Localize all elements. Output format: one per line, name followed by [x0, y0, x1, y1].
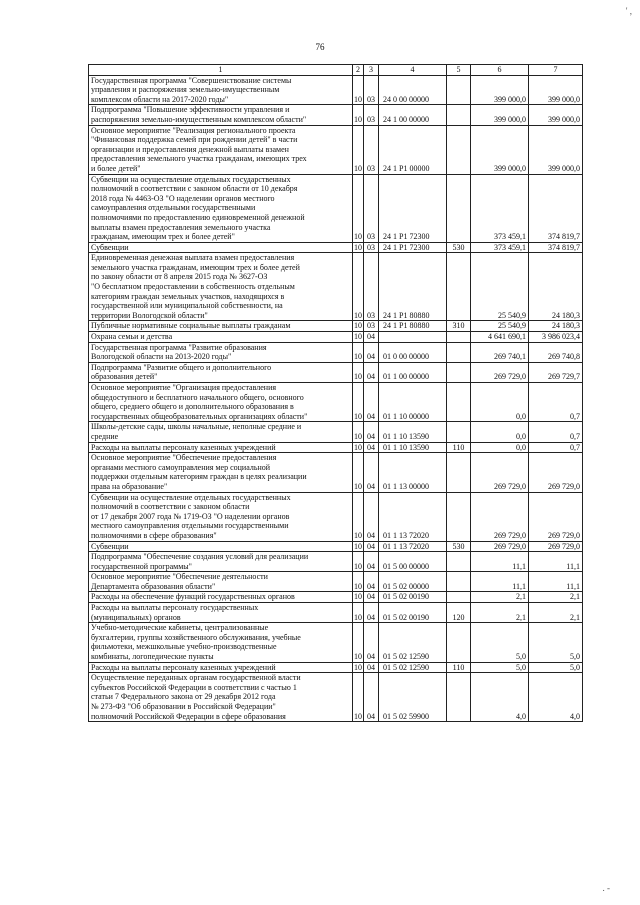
- table-row: [89, 105, 583, 125]
- cell-expense-type: [447, 592, 471, 603]
- cell-amount-year1: 0,0: [471, 442, 529, 453]
- column-header: 3: [364, 65, 379, 76]
- cell-subsection: 04: [364, 442, 379, 453]
- cell-expense-type: 310: [447, 321, 471, 332]
- cell-subsection: 03: [364, 125, 379, 174]
- cell-amount-year1: 4,0: [471, 673, 529, 722]
- table-row: [89, 362, 583, 382]
- cell-section: 10: [353, 75, 364, 105]
- table-row: [89, 623, 583, 662]
- corner-mark-top: ' ,: [625, 6, 632, 16]
- cell-expense-type: [447, 383, 471, 422]
- cell-expense-type: [447, 623, 471, 662]
- table-row: [89, 603, 583, 623]
- cell-expense-type: [447, 673, 471, 722]
- cell-expense-type: 530: [447, 541, 471, 552]
- cell-subsection: 04: [364, 492, 379, 541]
- cell-expense-type: [447, 105, 471, 125]
- cell-target-code: [379, 332, 447, 343]
- cell-amount-year2: 0,7: [529, 442, 583, 453]
- table-row: [89, 342, 583, 362]
- table-row: [89, 321, 583, 332]
- cell-expense-type: [447, 332, 471, 343]
- cell-amount-year2: 4,0: [529, 673, 583, 722]
- table-row: [89, 442, 583, 453]
- cell-section: 10: [353, 125, 364, 174]
- cell-amount-year2: 0,7: [529, 383, 583, 422]
- cell-subsection: 04: [364, 623, 379, 662]
- row-name: Субвенции на осуществление отдельных государственных полномочий в соответствии с законом области от 17 декабря 2007 года № 1719-ОЗ "О наделении органов местного самоуправления отдельными государственными полномочиями в сфере образования": [89, 492, 353, 541]
- cell-target-code: 01 5 02 00000: [379, 572, 447, 592]
- cell-subsection: 03: [364, 253, 379, 321]
- cell-section: 10: [353, 552, 364, 572]
- cell-amount-year2: 0,7: [529, 422, 583, 442]
- budget-table: [88, 64, 583, 722]
- row-name: Основное мероприятие "Обеспечение деятельности Департамента образования области": [89, 572, 353, 592]
- cell-target-code: 01 1 10 00000: [379, 383, 447, 422]
- cell-amount-year2: 269 729,0: [529, 453, 583, 492]
- cell-amount-year1: 399 000,0: [471, 125, 529, 174]
- table-row: [89, 242, 583, 253]
- row-name: Единовременная денежная выплата взамен предоставления земельного участка гражданам, имеющим трех и более детей по закону области от 8 апреля 2015 года № 3627-ОЗ "О бесплатном предоставлении в собственность отдельным категориям граждан земельных участков, находящихся в государственной или муниципальной собственности, на территории Вологодской области": [89, 253, 353, 321]
- cell-expense-type: [447, 253, 471, 321]
- cell-amount-year2: 2,1: [529, 592, 583, 603]
- row-name: Охрана семьи и детства: [89, 332, 353, 343]
- cell-amount-year2: 374 819,7: [529, 242, 583, 253]
- cell-expense-type: 530: [447, 242, 471, 253]
- table-row: [89, 592, 583, 603]
- table-body: [89, 75, 583, 722]
- cell-target-code: 24 1 P1 00000: [379, 125, 447, 174]
- row-name: Публичные нормативные социальные выплаты гражданам: [89, 321, 353, 332]
- table-row: [89, 552, 583, 572]
- cell-expense-type: [447, 572, 471, 592]
- cell-target-code: 01 5 02 12590: [379, 662, 447, 673]
- corner-mark-bottom: . -: [602, 883, 610, 893]
- row-name: Основное мероприятие "Реализация регионального проекта "Финансовая поддержка семей при рождении детей" в части организации и предоставления денежной выплаты взамен предоставления земельного участка гражданам, имеющих трех и более детей": [89, 125, 353, 174]
- cell-amount-year1: 399 000,0: [471, 75, 529, 105]
- table-row: [89, 662, 583, 673]
- cell-target-code: 01 1 13 72020: [379, 492, 447, 541]
- cell-target-code: 01 1 00 00000: [379, 362, 447, 382]
- cell-amount-year1: 25 540,9: [471, 253, 529, 321]
- table-row: [89, 75, 583, 105]
- cell-expense-type: 110: [447, 442, 471, 453]
- cell-target-code: 24 1 P1 72300: [379, 242, 447, 253]
- table-row: [89, 673, 583, 722]
- row-name: Расходы на выплаты персоналу казенных учреждений: [89, 662, 353, 673]
- cell-expense-type: [447, 174, 471, 242]
- cell-subsection: 04: [364, 572, 379, 592]
- cell-expense-type: [447, 125, 471, 174]
- cell-amount-year2: 3 986 023,4: [529, 332, 583, 343]
- cell-subsection: 04: [364, 662, 379, 673]
- cell-amount-year1: 2,1: [471, 603, 529, 623]
- cell-amount-year1: 269 729,0: [471, 492, 529, 541]
- cell-subsection: 03: [364, 321, 379, 332]
- cell-expense-type: 120: [447, 603, 471, 623]
- column-header: 6: [471, 65, 529, 76]
- cell-section: 10: [353, 623, 364, 662]
- cell-section: 10: [353, 105, 364, 125]
- cell-subsection: 03: [364, 174, 379, 242]
- cell-subsection: 04: [364, 541, 379, 552]
- cell-amount-year1: 5,0: [471, 662, 529, 673]
- column-header: 1: [89, 65, 353, 76]
- table-row: [89, 174, 583, 242]
- cell-section: 10: [354, 592, 362, 602]
- row-name: Субвенции на осуществление отдельных государственных полномочий в соответствии с законом области от 10 декабря 2018 года № 4463-ОЗ "О наделении органов местного самоуправления отдельными государственными полномочиями по предоставлению единовременной денежной выплаты взамен предоставления земельного участка гражданам, имеющим трех и более детей": [89, 174, 353, 242]
- cell-amount-year1: 0,0: [471, 422, 529, 442]
- cell-amount-year1: 269 729,0: [471, 453, 529, 492]
- cell-target-code: 01 0 00 00000: [379, 342, 447, 362]
- cell-section: 10: [353, 453, 364, 492]
- cell-target-code: 24 1 P1 80880: [379, 253, 447, 321]
- cell-amount-year2: 269 740,8: [529, 342, 583, 362]
- row-name: Расходы на выплаты персоналу государственных (муниципальных) органов: [89, 603, 353, 623]
- cell-amount-year2: 2,1: [529, 603, 583, 623]
- cell-amount-year1: 399 000,0: [471, 105, 529, 125]
- cell-amount-year2: 5,0: [529, 623, 583, 662]
- row-name: Расходы на выплаты персоналу казенных учреждений: [89, 442, 353, 453]
- cell-expense-type: [447, 552, 471, 572]
- cell-subsection: 04: [364, 552, 379, 572]
- cell-target-code: 01 1 13 00000: [379, 453, 447, 492]
- cell-amount-year1: 0,0: [471, 383, 529, 422]
- table-row: [89, 253, 583, 321]
- row-name: Расходы на обеспечение функций государственных органов: [89, 592, 353, 603]
- cell-amount-year1: 373 459,1: [471, 242, 529, 253]
- cell-amount-year2: 24 180,3: [529, 321, 583, 332]
- cell-target-code: 01 5 02 00190: [379, 592, 447, 603]
- cell-section: 10: [353, 383, 364, 422]
- cell-section: 10: [353, 422, 364, 442]
- row-name: Подпрограмма "Развитие общего и дополнительного образования детей": [89, 362, 353, 382]
- cell-amount-year1: 269 740,1: [471, 342, 529, 362]
- cell-subsection: 04: [364, 673, 379, 722]
- cell-amount-year1: 11,1: [471, 572, 529, 592]
- cell-amount-year2: 269 729,0: [529, 541, 583, 552]
- cell-amount-year1: 269 729,0: [471, 362, 529, 382]
- cell-amount-year1: 11,1: [471, 552, 529, 572]
- cell-target-code: 01 5 00 00000: [379, 552, 447, 572]
- cell-amount-year1: 269 729,0: [471, 541, 529, 552]
- cell-subsection: 04: [364, 603, 379, 623]
- cell-section: 10: [353, 362, 364, 382]
- cell-target-code: 01 1 13 72020: [379, 541, 447, 552]
- cell-target-code: 24 0 00 00000: [379, 75, 447, 105]
- cell-subsection: 03: [364, 105, 379, 125]
- cell-target-code: 24 1 P1 80880: [379, 321, 447, 332]
- cell-target-code: 24 1 00 00000: [379, 105, 447, 125]
- cell-subsection: 04: [364, 422, 379, 442]
- column-header: 7: [529, 65, 583, 76]
- cell-subsection: 04: [364, 383, 379, 422]
- cell-subsection: 04: [364, 453, 379, 492]
- row-name: Субвенции: [89, 242, 353, 253]
- cell-subsection: 04: [364, 362, 379, 382]
- table-row: [89, 541, 583, 552]
- cell-section: 10: [353, 572, 364, 592]
- cell-amount-year1: 25 540,9: [471, 321, 529, 332]
- cell-amount-year1: 4 641 690,1: [471, 332, 529, 343]
- row-name: Подпрограмма "Обеспечение создания условий для реализации государственной программы": [89, 552, 353, 572]
- cell-target-code: 01 5 02 00190: [379, 603, 447, 623]
- cell-amount-year2: 11,1: [529, 552, 583, 572]
- cell-subsection: 03: [364, 75, 379, 105]
- cell-expense-type: [447, 75, 471, 105]
- cell-subsection: 04: [364, 592, 379, 603]
- header-row: [89, 65, 583, 76]
- cell-section: 10: [354, 541, 362, 551]
- cell-expense-type: [447, 362, 471, 382]
- table-row: [89, 572, 583, 592]
- cell-target-code: 24 1 P1 72300: [379, 174, 447, 242]
- cell-amount-year2: 374 819,7: [529, 174, 583, 242]
- cell-amount-year1: 2,1: [471, 592, 529, 603]
- table-row: [89, 125, 583, 174]
- row-name: Субвенции: [89, 541, 353, 552]
- cell-target-code: 01 5 02 12590: [379, 623, 447, 662]
- table-row: [89, 383, 583, 422]
- cell-amount-year1: 373 459,1: [471, 174, 529, 242]
- row-name: Осуществление переданных органам государственной власти субъектов Российской Федерации в соответствии с частью 1 статьи 7 Федерального закона от 29 декабря 2012 года № 273-ФЗ "Об образовании в Российской Федерации" полномочий Российской Федерации в сфере образования: [89, 673, 353, 722]
- cell-section: 10: [353, 492, 364, 541]
- row-name: Учебно-методические кабинеты, централизованные бухгалтерии, группы хозяйственного обслуживания, учебные фильмотеки, межшкольные учебно-производственные комбинаты, логопедические пункты: [89, 623, 353, 662]
- cell-section: 10: [354, 442, 362, 452]
- cell-amount-year2: 399 000,0: [529, 125, 583, 174]
- table-row: [89, 453, 583, 492]
- cell-amount-year2: 269 729,7: [529, 362, 583, 382]
- table-row: [89, 422, 583, 442]
- cell-section: 10: [354, 332, 362, 342]
- cell-section: 10: [354, 321, 362, 331]
- cell-expense-type: [447, 492, 471, 541]
- row-name: Государственная программа "Развитие образования Вологодской области на 2013-2020 годы": [89, 342, 353, 362]
- column-header: 4: [379, 65, 447, 76]
- cell-amount-year2: 5,0: [529, 662, 583, 673]
- cell-amount-year2: 24 180,3: [529, 253, 583, 321]
- cell-section: 10: [353, 342, 364, 362]
- row-name: Школы-детские сады, школы начальные, неполные средние и средние: [89, 422, 353, 442]
- row-name: Подпрограмма "Повышение эффективности управления и распоряжения земельно-имущественным комплексом области": [89, 105, 353, 125]
- cell-expense-type: [447, 342, 471, 362]
- cell-expense-type: [447, 453, 471, 492]
- cell-section: 10: [353, 174, 364, 242]
- cell-section: 10: [353, 673, 364, 722]
- column-header: 2: [353, 65, 364, 76]
- cell-subsection: 04: [364, 342, 379, 362]
- cell-subsection: 04: [364, 332, 379, 343]
- cell-expense-type: [447, 422, 471, 442]
- column-header: 5: [447, 65, 471, 76]
- cell-section: 10: [353, 253, 364, 321]
- cell-expense-type: 110: [447, 662, 471, 673]
- row-name: Основное мероприятие "Обеспечение предоставления органами местного самоуправления мер социальной поддержки отдельным категориям граждан в целях реализации права на образование": [89, 453, 353, 492]
- page-number: 76: [315, 42, 325, 52]
- cell-amount-year2: 11,1: [529, 572, 583, 592]
- table-row: [89, 492, 583, 541]
- row-name: Государственная программа "Совершенствование системы управления и распоряжения земельно-имущественным комплексом области на 2017-2020 годы": [89, 75, 353, 105]
- cell-target-code: 01 5 02 59900: [379, 673, 447, 722]
- cell-amount-year2: 399 000,0: [529, 75, 583, 105]
- table-row: [89, 332, 583, 343]
- cell-target-code: 01 1 10 13590: [379, 422, 447, 442]
- cell-amount-year2: 269 729,0: [529, 492, 583, 541]
- cell-target-code: 01 1 10 13590: [379, 442, 447, 453]
- cell-section: 10: [354, 662, 362, 672]
- cell-section: 10: [353, 603, 364, 623]
- row-name: Основное мероприятие "Организация предоставления общедоступного и бесплатного начального общего, основного общего, среднего общего и дополнительного образования в государственных общеобразовательных организациях области": [89, 383, 353, 422]
- cell-section: 10: [354, 242, 362, 252]
- cell-amount-year2: 399 000,0: [529, 105, 583, 125]
- cell-amount-year1: 5,0: [471, 623, 529, 662]
- cell-subsection: 03: [364, 242, 379, 253]
